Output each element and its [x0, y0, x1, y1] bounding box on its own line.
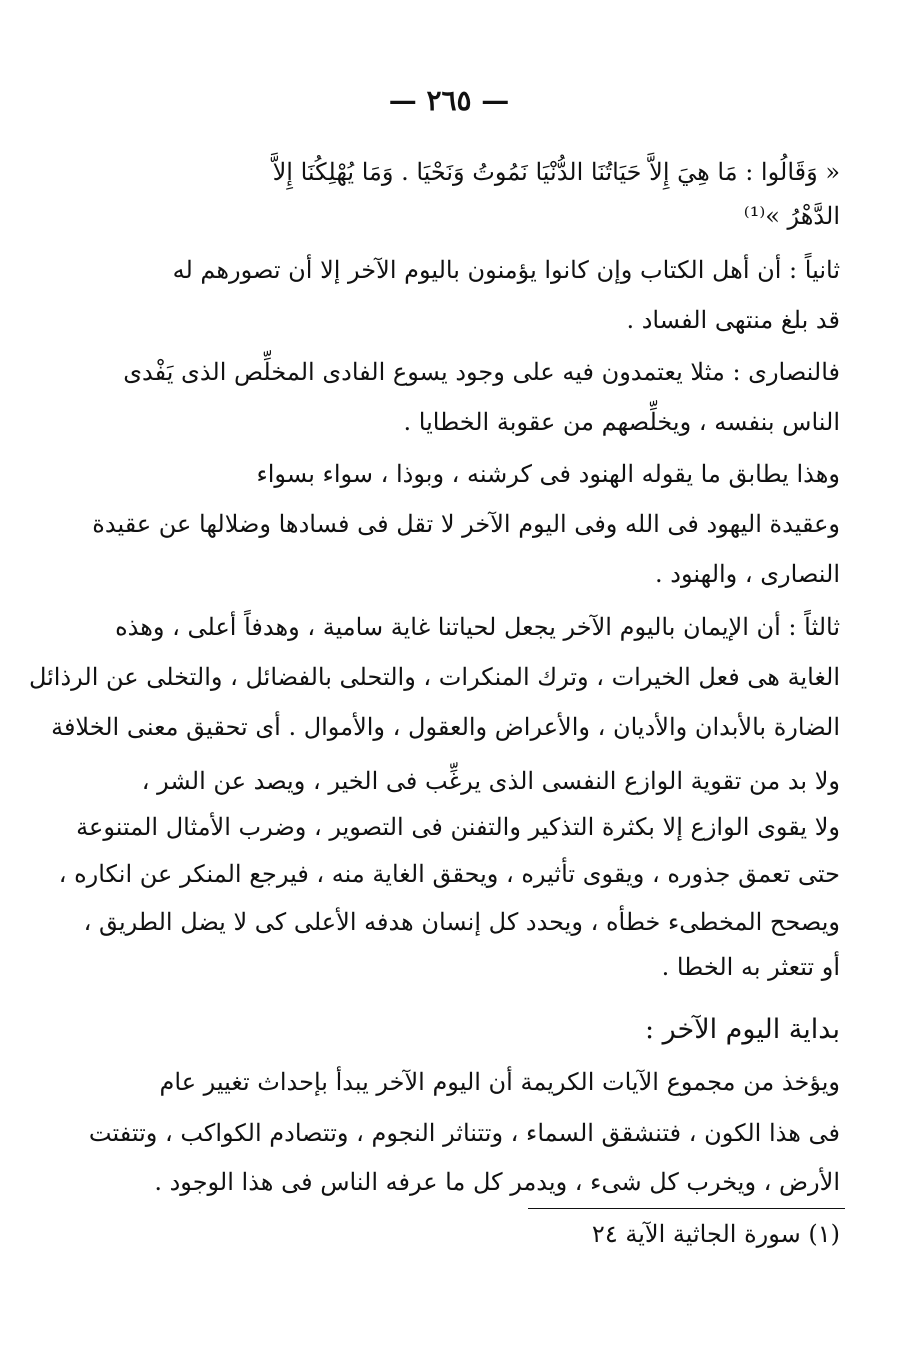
section-heading: بداية اليوم الآخر :: [644, 1014, 840, 1045]
footnote-divider: [528, 1208, 845, 1209]
paragraph-line: ولا يقوى الوازع إلا بكثرة التذكير والتفنن فى التصوير ، وضرب الأمثال المتنوعة: [76, 813, 840, 841]
paragraph-line: وعقيدة اليهود فى الله وفى اليوم الآخر لا تقل فى فسادها وضلالها عن عقيدة: [92, 510, 840, 538]
paragraph-line: حتى تعمق جذوره ، ويقوى تأثيره ، ويحقق الغاية منه ، فيرجع المنكر عن انكاره ،: [58, 860, 840, 888]
paragraph-line: النصارى ، والهنود .: [655, 560, 840, 588]
quran-quote-line-1: « وَقَالُوا : مَا هِيَ إِلاَّ حَيَاتُنَا الدُّنْيَا نَمُوتُ وَنَحْيَا . وَمَا يُهْلِكُنَا إِلاَّ: [272, 158, 840, 186]
footnote: (١) سورة الجاثية الآية ٢٤: [591, 1220, 840, 1248]
paragraph-line: قد بلغ منتهى الفساد .: [626, 306, 840, 334]
paragraph-line: الناس بنفسه ، ويخلِّصهم من عقوبة الخطايا .: [403, 408, 840, 436]
paragraph-line: الغاية هى فعل الخيرات ، وترك المنكرات ، والتحلى بالفضائل ، والتخلى عن الرذائل: [28, 663, 840, 691]
paragraph-line: ثالثاً : أن الإيمان باليوم الآخر يجعل لحياتنا غاية سامية ، وهدفاً أعلى ، وهذه: [115, 613, 840, 641]
paragraph-line: الضارة بالأبدان والأديان ، والأعراض والعقول ، والأموال . أى تحقيق معنى الخلافة: [51, 713, 840, 741]
paragraph-line: ثانياً : أن أهل الكتاب وإن كانوا يؤمنون باليوم الآخر إلا أن تصورهم له: [172, 256, 840, 284]
paragraph-line: ولا بد من تقوية الوازع النفسى الذى يرغِّب فى الخير ، ويصد عن الشر ،: [141, 767, 840, 795]
page-number: — ٢٦٥ —: [388, 84, 510, 117]
paragraph-line: ويصحح المخطىء خطأه ، ويحدد كل إنسان هدفه الأعلى كى لا يضل الطريق ،: [83, 908, 840, 936]
quran-quote-line-2: الدَّهْرُ »⁽¹⁾: [743, 202, 840, 230]
paragraph-line: فى هذا الكون ، فتنشقق السماء ، وتتناثر النجوم ، وتتصادم الكواكب ، وتتفتت: [88, 1119, 840, 1147]
paragraph-line: فالنصارى : مثلا يعتمدون فيه على وجود يسوع الفادى المخلِّص الذى يَفْدى: [123, 358, 840, 386]
paragraph-line: أو تتعثر به الخطا .: [661, 953, 840, 981]
paragraph-line: ويؤخذ من مجموع الآيات الكريمة أن اليوم الآخر يبدأ بإحداث تغيير عام: [159, 1068, 840, 1096]
paragraph-line: وهذا يطابق ما يقوله الهنود فى كرشنه ، وبوذا ، سواء بسواء: [256, 460, 840, 488]
paragraph-line: الأرض ، ويخرب كل شىء ، ويدمر كل ما عرفه الناس فى هذا الوجود .: [154, 1168, 840, 1196]
